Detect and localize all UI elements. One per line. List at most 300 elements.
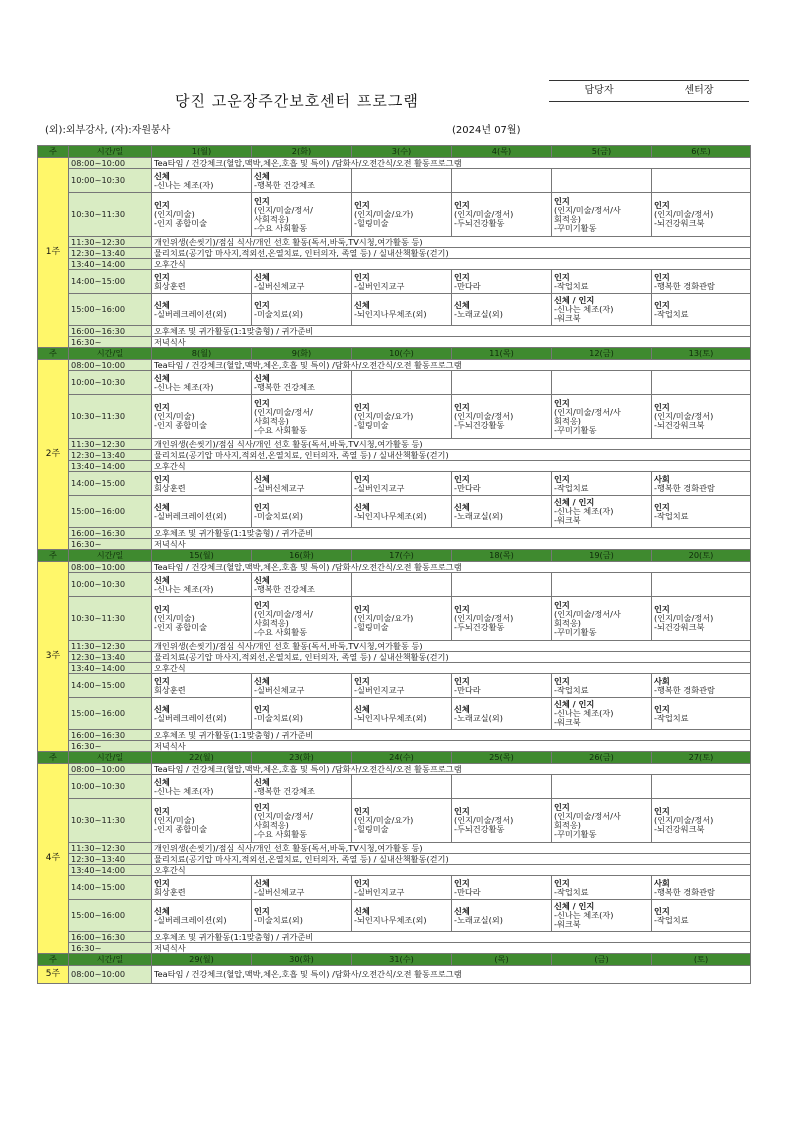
program-detail: -실버레크레이션(외) <box>154 914 227 925</box>
activity-span-cell: 오후체조 및 귀가활동(1:1맞춤형) / 귀가준비 <box>152 528 751 539</box>
schedule-row <box>38 259 751 270</box>
time-cell: 10:00~10:30 <box>69 371 152 395</box>
program-category: 신체 <box>254 271 270 282</box>
week-header-row <box>38 752 751 764</box>
date-header: 6(토) <box>652 146 751 158</box>
program-category: 신체 <box>454 299 470 310</box>
schedule-row <box>38 562 751 573</box>
schedule-row <box>38 439 751 450</box>
program-category: 신체 <box>154 574 170 585</box>
program-cell <box>552 674 652 698</box>
program-detail: -작업치료 <box>654 914 689 925</box>
program-category: 신체 <box>354 905 370 916</box>
program-category: 신체 <box>454 501 470 512</box>
schedule-row <box>38 337 751 348</box>
program-detail: -힐링미술 <box>354 420 389 430</box>
program-cell <box>652 573 751 597</box>
program-cell <box>452 775 552 799</box>
activity-span-cell: 물리치료(공기압 마사지,적외선,온열치료, 인터의자, 족열 등) / 실내산책활동(걷기) <box>152 652 751 663</box>
program-cell <box>452 472 552 496</box>
program-category: 인지 <box>254 299 270 310</box>
schedule-row <box>38 528 751 539</box>
legend-text: (외):외부강사, (자):자원봉사 <box>45 125 171 136</box>
program-detail: 회적응) <box>554 617 581 628</box>
program-cell <box>552 900 652 932</box>
program-cell <box>152 294 252 326</box>
program-category: 신체 <box>354 299 370 310</box>
program-category: 인지 <box>354 271 370 282</box>
program-detail: -뇌건강워크북 <box>654 824 705 834</box>
program-cell <box>252 169 352 193</box>
program-cell <box>452 674 552 698</box>
program-cell <box>552 395 652 439</box>
program-cell <box>252 371 352 395</box>
program-category: 인지 <box>654 501 670 512</box>
week-label: 3주 <box>38 562 69 752</box>
program-detail: (인지/미술/정서/ <box>254 608 313 619</box>
program-detail: (인지/미술/정서/사 <box>554 406 621 417</box>
program-cell <box>152 371 252 395</box>
program-detail: 사회적응) <box>254 415 289 426</box>
program-category: 인지 <box>454 200 470 210</box>
program-cell <box>652 876 751 900</box>
program-cell <box>352 270 452 294</box>
schedule-row <box>38 450 751 461</box>
program-cell <box>652 169 751 193</box>
program-category: 인지 <box>354 473 370 484</box>
program-detail: -뇌인지나무체조(외) <box>354 914 427 925</box>
time-cell: 12:30~13:40 <box>69 652 152 663</box>
program-cell <box>352 799 452 843</box>
program-category: 인지 <box>554 801 570 812</box>
program-detail: (인지/미술/정서/사 <box>554 810 621 821</box>
program-detail: -행복한 경화관람 <box>654 684 715 695</box>
date-header: 29(월) <box>152 954 252 966</box>
program-category: 신체 <box>454 703 470 714</box>
time-header-label: 시간/일 <box>69 752 152 764</box>
activity-span-cell: Tea타임 / 건강체크(혈압,맥박,체온,호흡 및 특이) /담화사/오전간식/오전 활동프로그램 <box>152 360 751 371</box>
program-cell <box>252 674 352 698</box>
activity-span-cell: 오후간식 <box>152 461 751 472</box>
program-cell <box>652 294 751 326</box>
activity-span-cell: 저녁식사 <box>152 943 751 954</box>
date-header: 23(화) <box>252 752 352 764</box>
program-category: 인지 <box>154 877 170 888</box>
program-category: 인지 <box>354 806 370 816</box>
program-cell <box>352 496 452 528</box>
program-detail: 회적응) <box>554 415 581 426</box>
program-detail: -뇌인지나무체조(외) <box>354 510 427 521</box>
program-cell <box>352 169 452 193</box>
schedule-row <box>38 663 751 674</box>
program-cell <box>152 698 252 730</box>
week-header-label: 주 <box>38 146 69 158</box>
program-cell <box>452 876 552 900</box>
program-detail: -미술치료(외) <box>254 914 303 925</box>
program-cell <box>452 698 552 730</box>
program-detail: (인지/미술/정서) <box>454 411 514 421</box>
program-detail: (인지/미술/정서/ <box>254 406 313 417</box>
time-header-label: 시간/일 <box>69 550 152 562</box>
program-cell <box>252 900 352 932</box>
program-detail: (인지/미술) <box>154 613 195 623</box>
activity-span-cell: Tea타임 / 건강체크(혈압,맥박,체온,호흡 및 특이) /담화사/오전간식/오전 활동프로그램 <box>152 562 751 573</box>
program-detail: -작업치료 <box>554 482 589 493</box>
program-detail: (인지/미술/요가) <box>354 815 414 825</box>
program-cell <box>252 775 352 799</box>
time-cell: 15:00~16:00 <box>69 294 152 326</box>
program-detail: -작업치료 <box>654 510 689 521</box>
program-cell <box>652 900 751 932</box>
program-cell <box>452 270 552 294</box>
program-detail: -만다라 <box>454 280 481 291</box>
program-cell <box>552 573 652 597</box>
program-detail: -두뇌건강활동 <box>454 420 505 430</box>
program-category: 신체 <box>154 703 170 714</box>
program-detail: -인지 종합미술 <box>154 622 208 632</box>
program-detail: -실버인지교구 <box>354 280 405 291</box>
time-cell: 12:30~13:40 <box>69 248 152 259</box>
schedule-row <box>38 652 751 663</box>
program-category: 인지 <box>154 675 170 686</box>
date-header: 30(화) <box>252 954 352 966</box>
program-detail: -작업치료 <box>554 886 589 897</box>
program-detail: -작업치료 <box>654 712 689 723</box>
program-detail: -작업치료 <box>554 280 589 291</box>
program-category: 신체 <box>154 170 170 181</box>
program-category: 인지 <box>254 703 270 714</box>
program-detail: -작업치료 <box>554 684 589 695</box>
schedule-row <box>38 472 751 496</box>
program-detail: -실버인지교구 <box>354 482 405 493</box>
time-cell: 08:00~10:00 <box>69 562 152 573</box>
time-cell: 11:30~12:30 <box>69 439 152 450</box>
activity-span-cell: 저녁식사 <box>152 741 751 752</box>
program-category: 신체 <box>354 501 370 512</box>
schedule-row <box>38 876 751 900</box>
program-category: 인지 <box>454 271 470 282</box>
activity-span-cell: 오후체조 및 귀가활동(1:1맞춤형) / 귀가준비 <box>152 932 751 943</box>
schedule-row <box>38 539 751 550</box>
schedule-row <box>38 741 751 752</box>
program-cell <box>152 270 252 294</box>
program-category: 인지 <box>454 402 470 412</box>
schedule-row <box>38 674 751 698</box>
program-detail: -실버레크레이션(외) <box>154 712 227 723</box>
program-detail: -뇌건강워크북 <box>654 622 705 632</box>
program-detail: -실버신체교구 <box>254 280 305 291</box>
program-cell <box>152 472 252 496</box>
schedule-row <box>38 854 751 865</box>
program-detail: (인지/미술/정서/ <box>254 810 313 821</box>
program-cell <box>252 799 352 843</box>
week-label: 2주 <box>38 360 69 550</box>
program-detail: -워크북 <box>554 313 581 323</box>
program-detail: -미술치료(외) <box>254 510 303 521</box>
date-header: 10(수) <box>352 348 452 360</box>
program-category: 인지 <box>154 604 170 614</box>
program-category: 신체 <box>254 170 270 181</box>
schedule-row <box>38 248 751 259</box>
program-detail: 회적응) <box>554 213 581 224</box>
program-category: 신체 <box>154 776 170 787</box>
program-category: 인지 <box>154 402 170 412</box>
program-category: 사회 <box>654 877 670 888</box>
week-label: 4주 <box>38 764 69 954</box>
date-header: 11(목) <box>452 348 552 360</box>
program-category: 신체 <box>154 372 170 383</box>
program-category: 인지 <box>654 806 670 816</box>
program-detail: -노래교실(외) <box>454 914 503 925</box>
program-detail: -신나는 체조(자) <box>154 381 214 392</box>
program-detail: -행복한 건강체조 <box>254 583 315 594</box>
time-cell: 13:40~14:00 <box>69 865 152 876</box>
program-cell <box>452 900 552 932</box>
activity-span-cell: Tea타임 / 건강체크(혈압,맥박,체온,호흡 및 특이) /담화사/오전간식/오전 활동프로그램 <box>152 764 751 775</box>
program-category: 신체 <box>154 905 170 916</box>
schedule-row <box>38 943 751 954</box>
date-header: 2(화) <box>252 146 352 158</box>
program-category: 신체 <box>154 501 170 512</box>
date-header: 19(금) <box>552 550 652 562</box>
time-cell: 16:00~16:30 <box>69 326 152 337</box>
time-cell: 13:40~14:00 <box>69 259 152 270</box>
schedule-row <box>38 395 751 439</box>
program-cell <box>152 395 252 439</box>
writer-label: 담당자 <box>584 85 614 96</box>
time-cell: 11:30~12:30 <box>69 641 152 652</box>
program-category: 인지 <box>154 806 170 816</box>
program-detail: (인지/미술/정서/ <box>254 204 313 215</box>
time-cell: 14:00~15:00 <box>69 876 152 900</box>
program-category: 인지 <box>254 501 270 512</box>
program-cell <box>652 270 751 294</box>
program-cell <box>252 270 352 294</box>
program-detail: -뇌건강워크북 <box>654 218 705 228</box>
program-cell <box>452 371 552 395</box>
program-detail: -꾸미기활동 <box>554 222 597 233</box>
program-detail: -수요 사회활동 <box>254 828 308 839</box>
program-detail: -힐링미술 <box>354 218 389 228</box>
activity-span-cell: 개인위생(손씻기)/점심 식사/개인 선호 활동(독서,바둑,TV시청,여가활동 등) <box>152 237 751 248</box>
program-detail: -신나는 체조(자) <box>154 179 214 190</box>
time-cell: 10:00~10:30 <box>69 573 152 597</box>
program-detail: -힐링미술 <box>354 824 389 834</box>
program-category: 인지 <box>354 877 370 888</box>
program-cell <box>352 597 452 641</box>
program-detail: (인지/미술) <box>154 815 195 825</box>
program-detail: -행복한 경화관람 <box>654 482 715 493</box>
program-cell <box>352 698 452 730</box>
time-cell: 08:00~10:00 <box>69 966 152 984</box>
program-cell <box>252 573 352 597</box>
program-category: 인지 <box>554 397 570 408</box>
program-cell <box>152 597 252 641</box>
program-cell <box>552 169 652 193</box>
program-detail: -뇌건강워크북 <box>654 420 705 430</box>
program-cell <box>552 799 652 843</box>
date-header: (금) <box>552 954 652 966</box>
schedule-row <box>38 193 751 237</box>
program-cell <box>552 294 652 326</box>
program-cell <box>652 472 751 496</box>
date-header: 3(수) <box>352 146 452 158</box>
activity-span-cell: 저녁식사 <box>152 539 751 550</box>
time-cell: 15:00~16:00 <box>69 496 152 528</box>
program-detail: -행복한 건강체조 <box>254 381 315 392</box>
program-detail: (인지/미술/정서) <box>654 613 714 623</box>
date-header: 9(화) <box>252 348 352 360</box>
program-detail: -만다라 <box>454 886 481 897</box>
program-cell <box>552 597 652 641</box>
program-cell <box>152 573 252 597</box>
program-cell <box>252 496 352 528</box>
program-detail: -꾸미기활동 <box>554 424 597 435</box>
time-cell: 14:00~15:00 <box>69 472 152 496</box>
schedule-row <box>38 865 751 876</box>
program-detail: -실버레크레이션(외) <box>154 308 227 319</box>
program-detail: (인지/미술/정서/사 <box>554 204 621 215</box>
program-detail: -두뇌건강활동 <box>454 824 505 834</box>
program-cell <box>652 597 751 641</box>
activity-span-cell: 저녁식사 <box>152 337 751 348</box>
week-header-row <box>38 954 751 966</box>
time-cell: 16:30~ <box>69 943 152 954</box>
program-category: 인지 <box>654 271 670 282</box>
program-detail: (인지/미술/정서) <box>454 815 514 825</box>
program-category: 인지 <box>454 806 470 816</box>
week-label: 1주 <box>38 158 69 348</box>
program-cell <box>352 674 452 698</box>
program-detail: 회적응) <box>554 819 581 830</box>
program-cell <box>652 674 751 698</box>
program-detail: -신나는 체조(자) <box>154 785 214 796</box>
program-cell <box>352 876 452 900</box>
time-cell: 16:30~ <box>69 741 152 752</box>
program-category: 인지 <box>254 801 270 812</box>
program-detail: (인지/미술/정서) <box>654 209 714 219</box>
program-detail: -워크북 <box>554 919 581 929</box>
activity-span-cell: Tea타임 / 건강체크(혈압,맥박,체온,호흡 및 특이) /담화사/오전간식/오전 활동프로그램 <box>152 158 751 169</box>
program-detail: 회상훈련 <box>154 280 186 291</box>
program-cell <box>552 371 652 395</box>
schedule-row <box>38 764 751 775</box>
time-cell: 11:30~12:30 <box>69 237 152 248</box>
time-cell: 08:00~10:00 <box>69 360 152 371</box>
program-detail: -실버신체교구 <box>254 684 305 695</box>
program-category: 사회 <box>654 473 670 484</box>
program-category: 인지 <box>354 604 370 614</box>
program-cell <box>252 698 352 730</box>
program-detail: -수요 사회활동 <box>254 626 308 637</box>
program-detail: -만다라 <box>454 684 481 695</box>
program-category: 인지 <box>554 599 570 610</box>
program-cell <box>252 876 352 900</box>
activity-span-cell: 오후간식 <box>152 259 751 270</box>
program-detail: (인지/미술/요가) <box>354 613 414 623</box>
program-category: 인지 <box>354 200 370 210</box>
time-header-label: 시간/일 <box>69 954 152 966</box>
program-detail: -노래교실(외) <box>454 308 503 319</box>
program-cell <box>452 169 552 193</box>
activity-span-cell: 개인위생(손씻기)/점심 식사/개인 선호 활동(독서,바둑,TV시청,여가활동 등) <box>152 439 751 450</box>
time-cell: 15:00~16:00 <box>69 698 152 730</box>
time-cell: 13:40~14:00 <box>69 461 152 472</box>
program-detail: -실버레크레이션(외) <box>154 510 227 521</box>
program-cell <box>352 573 452 597</box>
activity-span-cell: 개인위생(손씻기)/점심 식사/개인 선호 활동(독서,바둑,TV시청,여가활동 등) <box>152 641 751 652</box>
week-header-row <box>38 550 751 562</box>
program-cell <box>252 294 352 326</box>
time-cell: 10:00~10:30 <box>69 169 152 193</box>
schedule-row <box>38 966 751 984</box>
program-cell <box>352 775 452 799</box>
program-cell <box>552 193 652 237</box>
program-cell <box>552 775 652 799</box>
week-header-label: 주 <box>38 752 69 764</box>
program-cell <box>652 395 751 439</box>
program-detail: -수요 사회활동 <box>254 424 308 435</box>
program-detail: -미술치료(외) <box>254 308 303 319</box>
program-cell <box>152 876 252 900</box>
schedule-row <box>38 573 751 597</box>
program-detail: -신나는 체조(자) <box>154 583 214 594</box>
date-header: 5(금) <box>552 146 652 158</box>
program-detail: -힐링미술 <box>354 622 389 632</box>
program-category: 신체 <box>254 473 270 484</box>
program-category: 신체 <box>454 905 470 916</box>
program-cell <box>152 900 252 932</box>
time-cell: 14:00~15:00 <box>69 674 152 698</box>
program-detail: -행복한 건강체조 <box>254 179 315 190</box>
schedule-row <box>38 641 751 652</box>
date-header: 31(수) <box>352 954 452 966</box>
program-category: 인지 <box>154 271 170 282</box>
time-cell: 13:40~14:00 <box>69 663 152 674</box>
schedule-row <box>38 900 751 932</box>
week-header-row <box>38 348 751 360</box>
program-cell <box>152 193 252 237</box>
date-header: 8(월) <box>152 348 252 360</box>
program-detail: -행복한 경화관람 <box>654 280 715 291</box>
program-category: 인지 <box>654 905 670 916</box>
program-category: 인지 <box>254 905 270 916</box>
activity-span-cell: 오후간식 <box>152 865 751 876</box>
date-header: (목) <box>452 954 552 966</box>
program-category: 인지 <box>354 675 370 686</box>
program-cell <box>352 395 452 439</box>
program-detail: (인지/미술/정서) <box>654 411 714 421</box>
activity-span-cell: 오후체조 및 귀가활동(1:1맞춤형) / 귀가준비 <box>152 730 751 741</box>
date-header: 15(월) <box>152 550 252 562</box>
program-detail: (인지/미술) <box>154 209 195 219</box>
program-category: 인지 <box>454 877 470 888</box>
program-category: 인지 <box>654 402 670 412</box>
program-detail: (인지/미술/정서) <box>654 815 714 825</box>
program-detail: -작업치료 <box>654 308 689 319</box>
date-header: 24(수) <box>352 752 452 764</box>
schedule-row <box>38 730 751 741</box>
program-detail: -신나는 체조(자) <box>554 506 614 516</box>
program-cell <box>652 775 751 799</box>
program-cell <box>152 674 252 698</box>
program-detail: -미술치료(외) <box>254 712 303 723</box>
schedule-row <box>38 799 751 843</box>
week-header-label: 주 <box>38 348 69 360</box>
time-cell: 11:30~12:30 <box>69 843 152 854</box>
date-header: 18(목) <box>452 550 552 562</box>
program-cell <box>652 799 751 843</box>
